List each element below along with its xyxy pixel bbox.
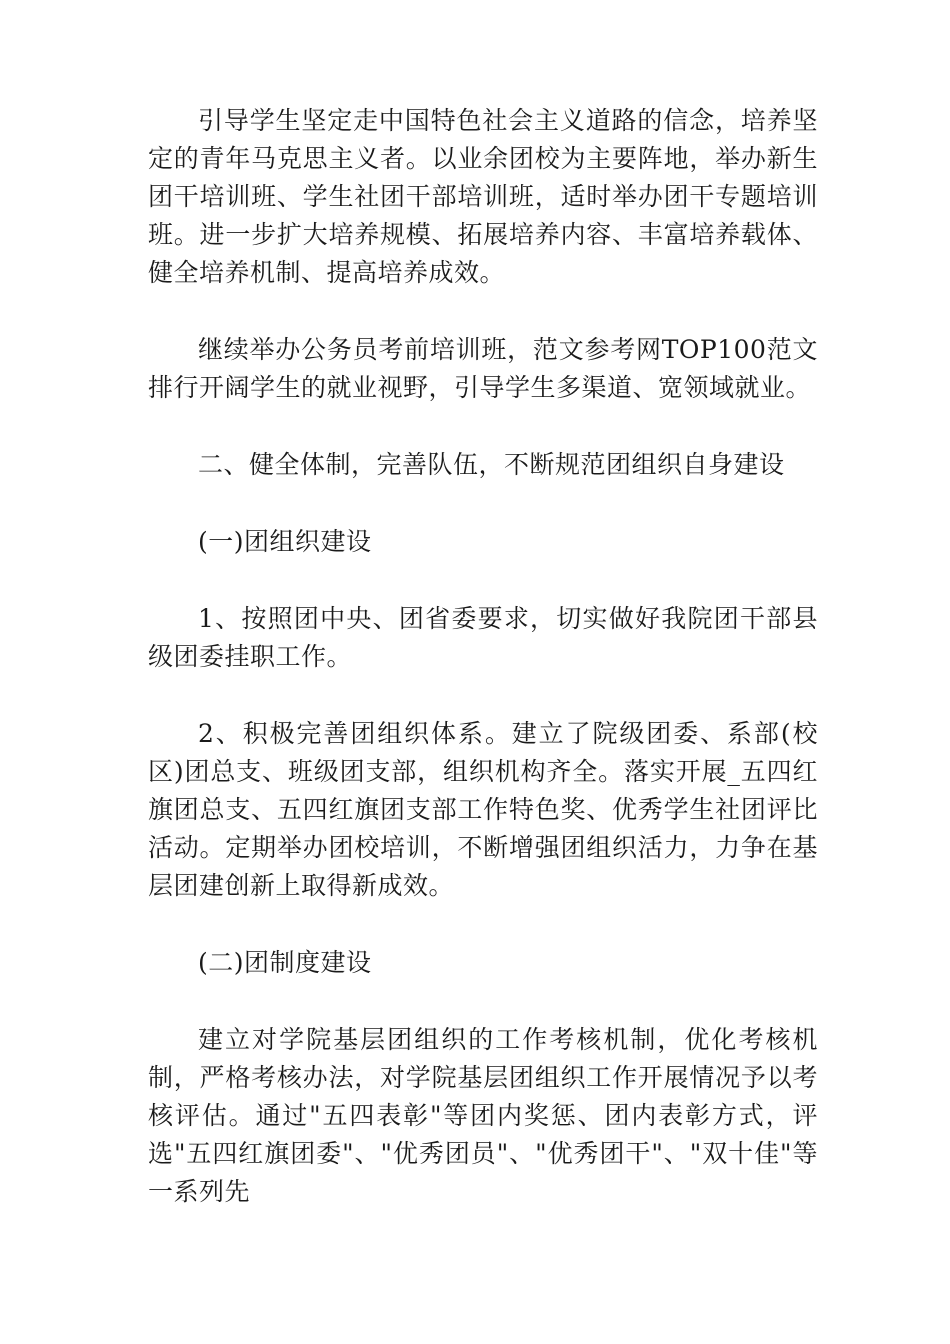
section-heading-2: 二、健全体制，完善队伍，不断规范团组织自身建设 xyxy=(198,450,785,479)
subsection-heading-system: (二)团制度建设 xyxy=(198,948,372,977)
paragraph-assessment: 建立对学院基层团组织的工作考核机制，优化考核机制，严格考核办法，对学院基层团组织工作开展情况予以考核评估。通过"五四表彰"等团内奖惩、团内表彰方式，评选"五四红旗团委"、"优秀团员"、"优秀团干"、"双十佳"等一系列先 xyxy=(148,1025,818,1206)
subsection-heading-org: (一)团组织建设 xyxy=(198,527,372,556)
paragraph-item-2: 2、积极完善团组织体系。建立了院级团委、系部(校区)团总支、班级团支部，组织机构齐全。落实开展_五四红旗团总支、五四红旗团支部工作特色奖、优秀学生社团评比活动。定期举办团校培训，不断增强团组织活力，力争在基层团建创新上取得新成效。 xyxy=(148,719,818,900)
document-body xyxy=(148,102,818,1250)
paragraph-ideology-training: 引导学生坚定走中国特色社会主义道路的信念，培养坚定的青年马克思主义者。以业余团校为主要阵地，举办新生团干培训班、学生社团干部培训班，适时举办团干专题培训班。进一步扩大培养规模、拓展培养内容、丰富培养载体、健全培养机制、提高培养成效。 xyxy=(148,106,818,287)
paragraph-item-1: 1、按照团中央、团省委要求，切实做好我院团干部县级团委挂职工作。 xyxy=(148,604,818,671)
paragraph-civil-service-training: 继续举办公务员考前培训班，范文参考网TOP100范文排行开阔学生的就业视野，引导学生多渠道、宽领域就业。 xyxy=(148,335,818,402)
